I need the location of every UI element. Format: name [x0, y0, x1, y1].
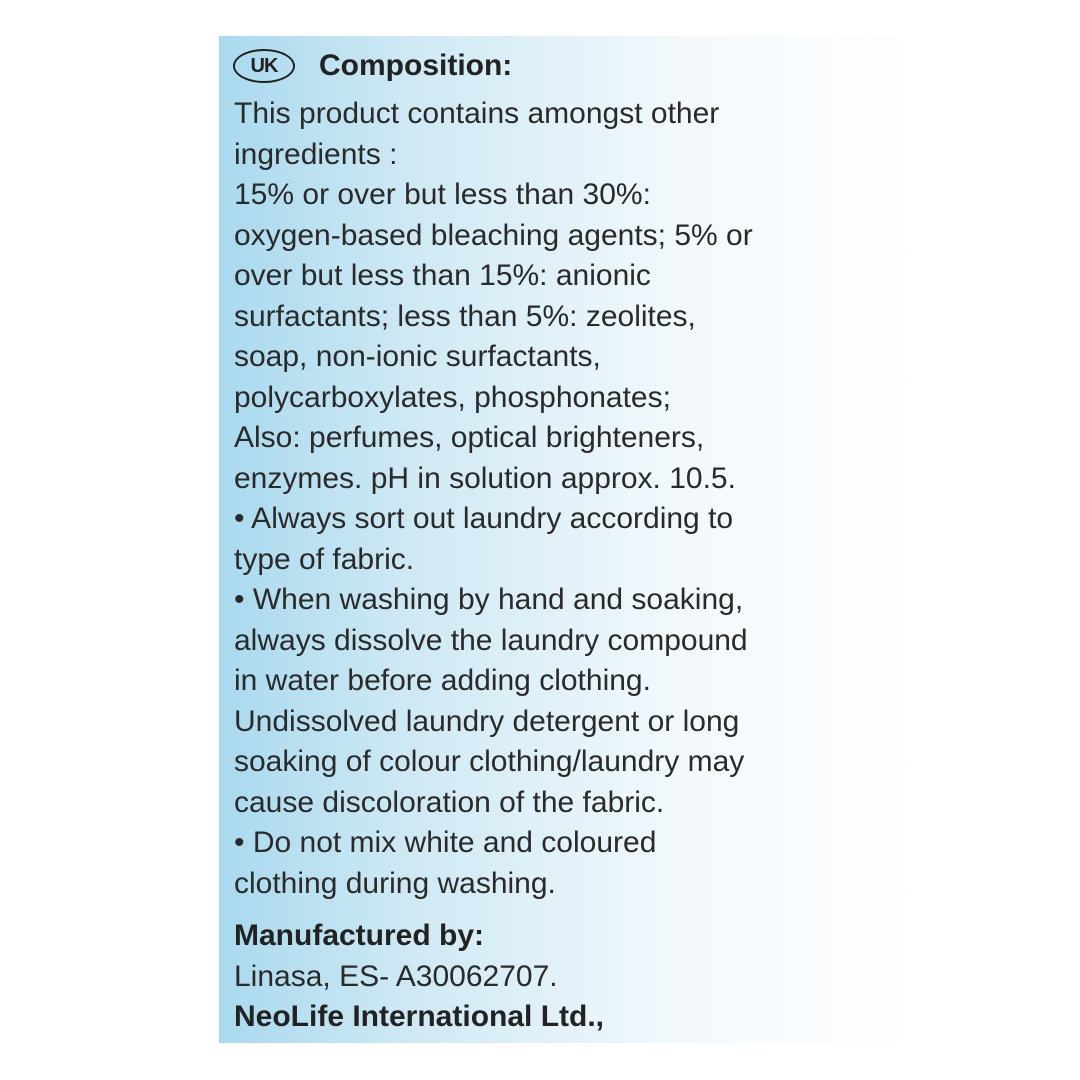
text-line: • Always sort out laundry according to [234, 502, 734, 535]
text-line: • When washing by hand and soaking, [234, 583, 744, 616]
uk-badge-icon: UK [233, 49, 295, 83]
text-line: • Do not mix white and coloured [234, 826, 657, 859]
text-line: type of fabric. [234, 542, 415, 576]
composition-heading [233, 46, 512, 86]
text-line: in water before adding clothing. [234, 664, 651, 697]
label-panel [219, 36, 910, 1043]
text-line: always dissolve the laundry compound [234, 623, 748, 657]
manufacturer-block [234, 916, 604, 1038]
cropped-address-line [234, 1038, 554, 1043]
cropped-text-fragment [234, 1038, 554, 1043]
text-line: clothing during washing. [234, 866, 556, 900]
text-line: This product contains amongst other [234, 97, 720, 130]
text-line: 15% or over but less than 30%: [234, 178, 651, 211]
text-line: Undissolved laundry detergent or long [234, 704, 740, 738]
text-line: polycarboxylates, phosphonates; [234, 380, 671, 414]
text-line: over but less than 15%: anionic [234, 259, 651, 292]
composition-body [234, 94, 904, 904]
text-line: soaking of colour clothing/laundry may [234, 745, 745, 778]
text-line: oxygen-based bleaching agents; 5% or [234, 218, 753, 252]
text-line: ingredients : [234, 137, 398, 171]
text-line: Also: perfumes, optical brighteners, [234, 421, 705, 454]
manufacturer-code: Linasa, ES- A30062707. [234, 959, 558, 993]
text-line: surfactants; less than 5%: zeolites, [234, 299, 696, 333]
text-line: soap, non-ionic surfactants, [234, 340, 601, 373]
manufacturer-label: Manufactured by: [234, 919, 485, 952]
manufacturer-company: NeoLife International Ltd., [234, 1000, 605, 1033]
text-line: enzymes. pH in solution approx. 10.5. [234, 461, 736, 495]
composition-title: Composition: [319, 49, 513, 82]
text-line: cause discoloration of the fabric. [234, 785, 665, 819]
